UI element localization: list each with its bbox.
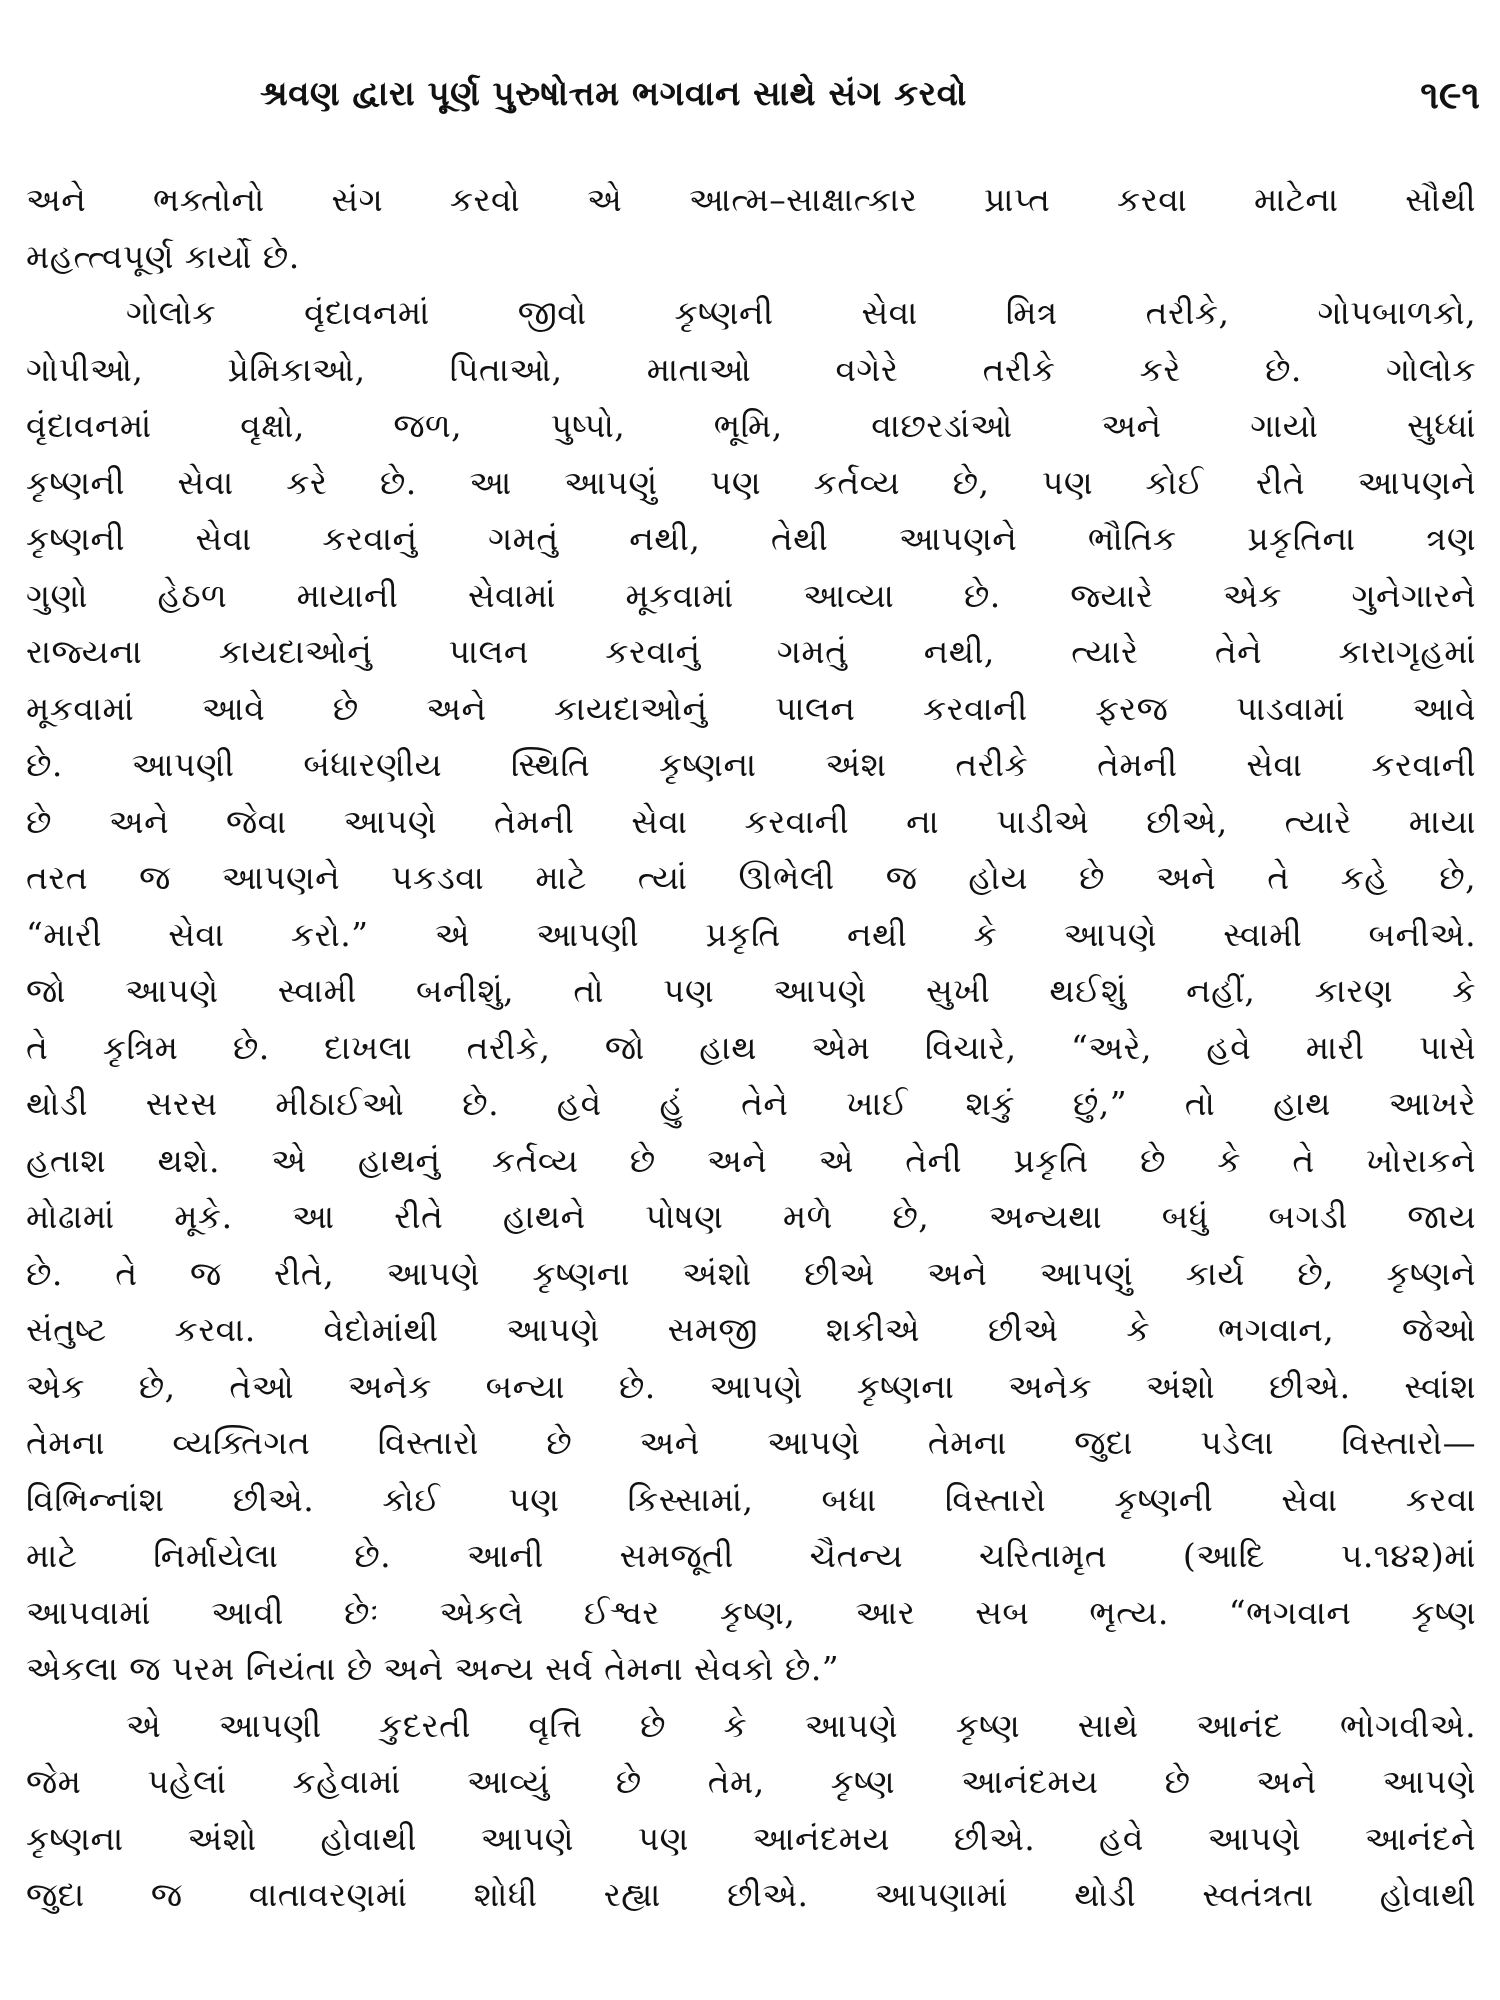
running-title: શ્રવણ દ્વારા પૂર્ણ પુરુષોત્તમ ભગવાન સાથે સંગ કરવો bbox=[260, 74, 967, 114]
text-line: જુદા જ વાતાવરણમાં શોધી રહ્યા છીએ. આપણામાં થોડી સ્વતંત્રતા હોવાથી bbox=[26, 1875, 1476, 1914]
body-text bbox=[26, 172, 1476, 1924]
text-line: હતાશ થશે. એ હાથનું કર્તવ્ય છે અને એ તેની પ્રકૃતિ છે કે તે ખોરાકને bbox=[26, 1140, 1476, 1180]
text-line: છે. આપણી બંધારણીય સ્થિતિ કૃષ્ણના અંશ તરીકે તેમની સેવા કરવાની bbox=[26, 745, 1476, 784]
paragraph-start-line: એ આપણી કુદરતી વૃત્તિ છે કે આપણે કૃષ્ણ સાથે આનંદ ભોગવીએ. bbox=[126, 1705, 1476, 1745]
text-line: મોઢામાં મૂકે. આ રીતે હાથને પોષણ મળે છે, અન્યથા બધું બગડી જાય bbox=[26, 1197, 1476, 1236]
text-line: અને ભક્તોનો સંગ કરવો એ આત્મ–સાક્ષાત્કાર પ્રાપ્ત કરવા માટેના સૌથી bbox=[26, 180, 1476, 219]
text-line: ગોપીઓ, પ્રેમિકાઓ, પિતાઓ, માતાઓ વગેરે તરીકે કરે છે. ગોલોક bbox=[26, 349, 1476, 389]
text-line: તેમના વ્યક્તિગત વિસ્તારો છે અને આપણે તેમના જુદા પડેલા વિસ્તારો— bbox=[26, 1423, 1476, 1462]
text-line: “મારી સેવા કરો.” એ આપણી પ્રકૃતિ નથી કે આપણે સ્વામી બનીએ. bbox=[26, 914, 1476, 954]
text-line: સંતુષ્ટ કરવા. વેદોમાંથી આપણે સમજી શકીએ છીએ કે ભગવાન, જેઓ bbox=[26, 1310, 1476, 1349]
text-line: મહત્ત્વપૂર્ણ કાર્યો છે. bbox=[26, 236, 300, 276]
text-line: છે. તે જ રીતે, આપણે કૃષ્ણના અંશો છીએ અને આપણું કાર્ય છે, કૃષ્ણને bbox=[26, 1253, 1476, 1293]
text-line: માટે નિર્માયેલા છે. આની સમજૂતી ચૈતન્ય ચરિતામૃત (આદિ ૫.૧૪૨)માં bbox=[26, 1536, 1476, 1575]
text-line: વિભિન્નાંશ છીએ. કોઈ પણ કિસ્સામાં, બધા વિસ્તારો કૃષ્ણની સેવા કરવા bbox=[26, 1479, 1476, 1519]
text-line: છે અને જેવા આપણે તેમની સેવા કરવાની ના પાડીએ છીએ, ત્યારે માયા bbox=[26, 801, 1476, 841]
text-line: કૃષ્ણની સેવા કરે છે. આ આપણું પણ કર્તવ્ય છે, પણ કોઈ રીતે આપણને bbox=[26, 462, 1476, 502]
text-line: મૂકવામાં આવે છે અને કાયદાઓનું પાલન કરવાની ફરજ પાડવામાં આવે bbox=[26, 688, 1476, 728]
page-number: ૧૯૧ bbox=[1420, 72, 1480, 117]
running-head bbox=[260, 74, 1480, 134]
text-line: વૃંદાવનમાં વૃક્ષો, જળ, પુષ્પો, ભૂમિ, વાછરડાંઓ અને ગાયો સુધ્ધાં bbox=[26, 406, 1476, 445]
paragraph-start-line: ગોલોક વૃંદાવનમાં જીવો કૃષ્ણની સેવા મિત્ર તરીકે, ગોપબાળકો, bbox=[126, 293, 1476, 332]
text-line: તે કૃત્રિમ છે. દાખલા તરીકે, જો હાથ એમ વિચારે, “અરે, હવે મારી પાસે bbox=[26, 1027, 1476, 1067]
text-line: તરત જ આપણને પકડવા માટે ત્યાં ઊભેલી જ હોય છે અને તે કહે છે, bbox=[26, 858, 1476, 897]
text-line: જો આપણે સ્વામી બનીશું, તો પણ આપણે સુખી થઈશું નહીં, કારણ કે bbox=[26, 971, 1476, 1010]
text-line: કૃષ્ણના અંશો હોવાથી આપણે પણ આનંદમય છીએ. હવે આપણે આનંદને bbox=[26, 1818, 1476, 1858]
text-line: એક છે, તેઓ અનેક બન્યા છે. આપણે કૃષ્ણના અનેક અંશો છીએ. સ્વાંશ bbox=[26, 1366, 1476, 1406]
text-line: એકલા જ પરમ નિયંતા છે અને અન્ય સર્વ તેમના સેવકો છે.” bbox=[26, 1649, 839, 1688]
text-line: જેમ પહેલાં કહેવામાં આવ્યું છે તેમ, કૃષ્ણ આનંદમય છે અને આપણે bbox=[26, 1762, 1476, 1801]
text-line: થોડી સરસ મીઠાઈઓ છે. હવે હું તેને ખાઈ શકું છું,” તો હાથ આખરે bbox=[26, 1084, 1476, 1123]
text-line: આપવામાં આવી છેઃ એકલે ઈશ્વર કૃષ્ણ, આર સબ ભૃત્ય. “ભગવાન કૃષ્ણ bbox=[26, 1592, 1476, 1632]
text-line: રાજ્યના કાયદાઓનું પાલન કરવાનું ગમતું નથી, ત્યારે તેને કારાગૃહમાં bbox=[26, 632, 1476, 671]
text-line: કૃષ્ણની સેવા કરવાનું ગમતું નથી, તેથી આપણને ભૌતિક પ્રકૃતિના ત્રણ bbox=[26, 519, 1476, 558]
text-line: ગુણો હેઠળ માયાની સેવામાં મૂકવામાં આવ્યા છે. જ્યારે એક ગુનેગારને bbox=[26, 575, 1476, 615]
